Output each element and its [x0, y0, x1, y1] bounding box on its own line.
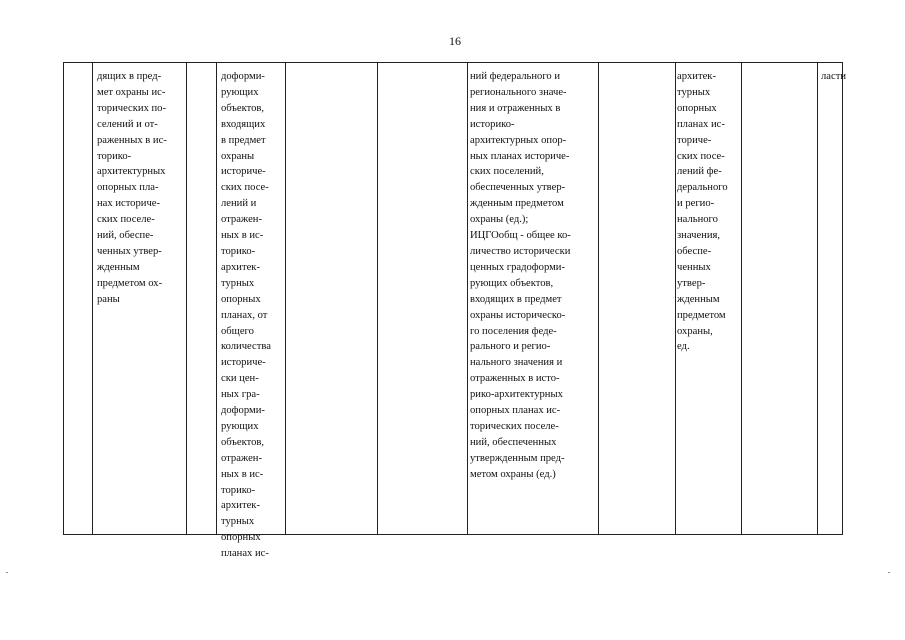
column-divider: [285, 63, 286, 534]
column-divider: [216, 63, 217, 534]
cell-col-11: ласти: [821, 71, 846, 82]
cell-col-4: доформи- рующих объектов, входящих в предмет охраны историче- ских посе- лений и отражен- ных в ис- торико- архитек- турных опорных планах, от общего количества историче- ски цен- ных гра- доформи- рующих объектов, отражен- ных в ис- торико- архитек- турных опорных планах ис-: [221, 71, 271, 560]
table-continuation: [63, 62, 846, 560]
scan-speck: [6, 572, 8, 573]
column-divider: [675, 63, 676, 534]
cell-col-7: ний федерального и регионального значе- ния и отраженных в историко- архитектурных опор- ных планах историче- ских поселений, обеспеченных утвер- жденным предметом охраны (ед.); ИЦГОобщ - общее ко- личество исторически ценных градоформи- рующих объектов, входящих в предмет охраны историческо- го поселения феде- рального и регио- нального значения и отраженных в исто- рико-архитектурных опорных планах ис- торических поселе- ний, обеспеченных утвержденным пред- метом охраны (ед.): [470, 71, 571, 480]
column-divider: [377, 63, 378, 534]
scan-speck: [888, 572, 890, 573]
cell-col-9: архитек- турных опорных планах ис- ториче- ских посе- лений фе- дерального и регио- нального значения, обеспе- ченных утвер- жденным предметом охраны, ед.: [677, 71, 728, 353]
cell-col-2: дящих в пред- мет охраны ис- торических по- селений и от- раженных в ис- торико- архитектурных опорных пла- нах историче- ских поселе- ний, обеспе- ченных утвер- жденным предметом ох- раны: [97, 71, 167, 305]
column-divider: [92, 63, 93, 534]
column-divider: [598, 63, 599, 534]
page-number: 16: [449, 34, 461, 48]
column-divider: [817, 63, 818, 534]
column-divider: [467, 63, 468, 534]
column-divider: [741, 63, 742, 534]
